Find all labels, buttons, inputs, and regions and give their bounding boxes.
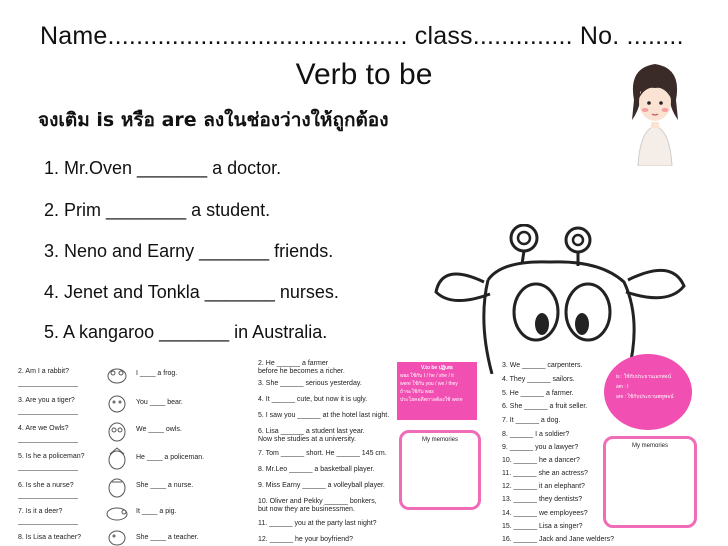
thumb1-question: 5. Is he a policeman? <box>18 453 85 460</box>
thumb3-line: 6. She ______ a fruit seller. <box>502 403 588 410</box>
instruction-text: จงเติม is หรือ are ลงในช่องว่างให้ถูกต้อง <box>38 109 389 131</box>
thumb2-line: 12. ______ he your boyfriend? <box>258 536 353 543</box>
thumb3-line: 7. It ______ a dog. <box>502 417 561 424</box>
thumb1-answer: She ____ a teacher. <box>136 534 199 541</box>
worksheet-title: Verb to be <box>295 58 433 91</box>
worksheet-thumbnail-3 <box>500 362 615 546</box>
question-5: 5. A kangaroo _______ in Australia. <box>44 322 328 342</box>
thumb1-question: 6. Is she a nurse? <box>18 482 74 489</box>
thumb3-line: 12. ______ it an elephant? <box>502 483 585 490</box>
name-class-number-line: Name.......................................... class.............. No. ........ <box>40 22 684 50</box>
question-1: 1. Mr.Oven _______ a doctor. <box>44 158 282 178</box>
thumb2-line: 9. Miss Earny ______ a volleyball player. <box>258 482 385 489</box>
thumb2-line: 5. I saw you ______ at the hotel last night. <box>258 412 390 419</box>
thumb2-line: 7. Tom ______ short. He ______ 145 cm. <box>258 450 387 457</box>
thumb1-answer: It ____ a pig. <box>136 508 177 515</box>
thumb2-line: 6. Lisa ______ a student last year. <box>258 428 365 435</box>
thumb3-line: 14. ______ we employees? <box>502 510 588 517</box>
thumb3-line: 8. ______ I a soldier? <box>502 431 570 438</box>
thumb3-line: 5. He ______ a farmer. <box>502 390 574 397</box>
question-4: 4. Jenet and Tonkla _______ nurses. <box>44 282 339 302</box>
thumb2-line: 10. Oliver and Pekky ______ bonkers, <box>258 498 377 505</box>
thumb1-question: 2. Am I a rabbit? <box>18 368 69 375</box>
thumb1-answer: I ____ a frog. <box>136 370 178 377</box>
thumb3-line: 16. ______ Jack and Jane welders? <box>502 536 615 543</box>
grammar-rule-line: is : ใช้กับประธานเอกพจน์ <box>616 374 672 380</box>
grammar-note-line: ประโยคอดีตกาลต้องใช้ were <box>400 397 463 403</box>
thumb1-question: 3. Are you a tiger? <box>18 397 75 404</box>
thumb2-line: before he becomes a richer. <box>258 368 345 375</box>
thumb2-line: 11. ______ you at the party last night? <box>258 520 377 527</box>
grammar-rule-line: are : ใช้กับประธานพหูพจน์ <box>616 394 674 400</box>
thumb3-line: 15. ______ Lisa a singer? <box>502 523 583 530</box>
thumb2-line: 4. It ______ cute, but now it is ugly. <box>258 396 368 403</box>
grammar-note-line: were ใช้กับ you / we / they <box>400 381 458 387</box>
thumb3-line: 3. We ______ carpenters. <box>502 362 583 369</box>
thumb3-line: 9. ______ you a lawyer? <box>502 444 579 451</box>
thumb2-line: 2. He ______ a farmer <box>258 360 329 367</box>
thumb1-question: 7. Is it a deer? <box>18 508 63 515</box>
thumb1-answer: We ____ owls. <box>136 426 182 433</box>
thumb1-question: 8. Is Lisa a teacher? <box>18 534 82 541</box>
thumb2-line: 3. She ______ serious yesterday. <box>258 380 362 387</box>
thumb1-answer: He ____ a policeman. <box>136 454 205 461</box>
grammar-note-line: V.to be ปฏิเสธ <box>421 365 453 371</box>
thumb3-line: 11. ______ she an actress? <box>502 470 588 477</box>
grammar-rule-line: am : I <box>616 384 629 390</box>
worksheet-thumbnail-2 <box>254 360 390 546</box>
thumb2-line: 8. Mr.Leo ______ a basketball player. <box>258 466 375 473</box>
girl-illustration <box>624 58 686 166</box>
thumb3-line: 13. ______ they dentists? <box>502 496 583 503</box>
worksheet-thumbnail-1 <box>14 362 238 546</box>
thumb1-question: 4. Are we Owls? <box>18 425 69 432</box>
memories-label: My memories <box>421 437 458 443</box>
thumb2-line: but now they are businessmen. <box>258 506 355 513</box>
thumb3-line: 10. ______ he a dancer? <box>502 457 580 464</box>
grammar-note-line: ถ้าจะใช้กับ was <box>400 389 434 395</box>
thumb2-line: Now she studies at a university. <box>258 436 356 443</box>
question-3: 3. Neno and Earny _______ friends. <box>44 241 334 261</box>
thumb3-line: 4. They ______ sailors. <box>502 376 575 383</box>
memories-box-2 <box>603 436 697 528</box>
question-2: 2. Prim ________ a student. <box>44 200 271 220</box>
animal-doodle-icons <box>104 364 130 546</box>
grammar-note-line: was ใช้กับ I / he / she / it <box>400 373 454 379</box>
memories-label: My memories <box>631 443 668 449</box>
thumb1-answer: You ____ bear. <box>136 399 183 406</box>
grammar-rule-circle <box>604 354 692 430</box>
grammar-note-box <box>397 362 477 420</box>
thumb1-answer: She ____ a nurse. <box>136 482 194 489</box>
giraffe-outline-illustration <box>432 224 700 374</box>
memories-box-1 <box>399 430 481 510</box>
